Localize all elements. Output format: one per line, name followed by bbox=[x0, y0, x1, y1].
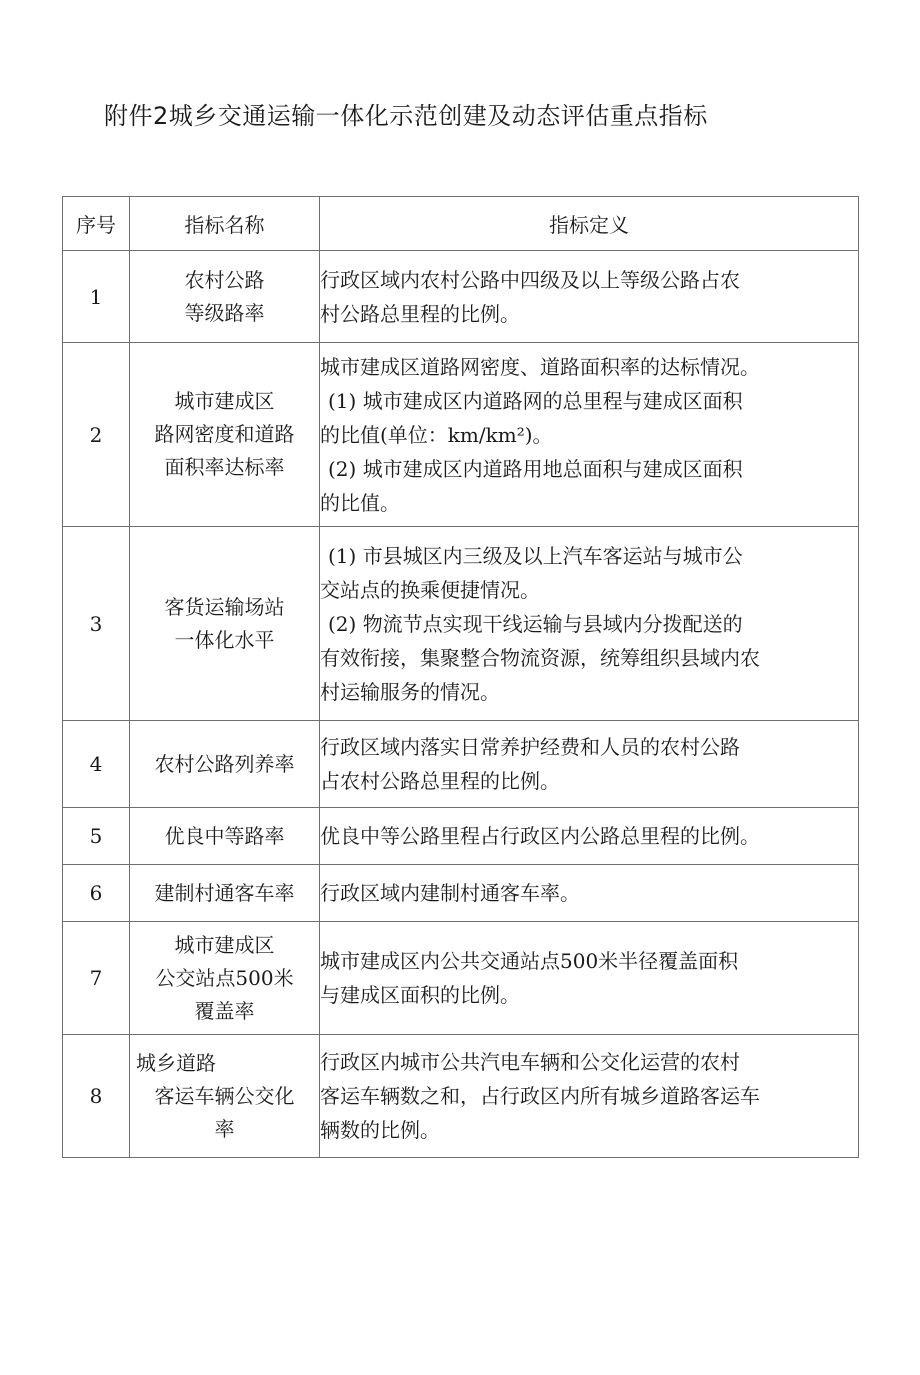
definition-line: 行政区域内落实日常养护经费和人员的农村公路 bbox=[320, 735, 740, 759]
row-name bbox=[130, 865, 320, 922]
definition-line: 的比值(单位：km/km²)。 bbox=[320, 422, 553, 447]
table-header-row bbox=[63, 197, 859, 251]
name-line: 路网密度和道路 bbox=[154, 422, 295, 446]
header-name: 指标名称 bbox=[130, 197, 320, 251]
row-num: 1 bbox=[63, 251, 130, 343]
row-name bbox=[130, 527, 320, 721]
definition-line: 有效衔接，集聚整合物流资源，统筹组织县域内农 bbox=[320, 645, 760, 670]
definition-line: (1) 市县城区内三级及以上汽车客运站与城市公 bbox=[328, 543, 743, 568]
name-line: 城市建成区 bbox=[174, 389, 275, 413]
definition-line: 行政区域内农村公路中四级及以上等级公路占农 bbox=[320, 267, 740, 292]
definition-line: 与建成区面积的比例。 bbox=[320, 983, 520, 1007]
row-num: 4 bbox=[63, 721, 130, 808]
row-name bbox=[130, 1035, 320, 1158]
name-line: 公交站点500米 bbox=[155, 965, 294, 990]
definition-line: 行政区内城市公共汽电车辆和公交化运营的农村 bbox=[320, 1050, 740, 1074]
definition-line: (2) 城市建成区内道路用地总面积与建成区面积 bbox=[328, 456, 743, 481]
table-row bbox=[63, 343, 859, 527]
row-name bbox=[130, 922, 320, 1035]
name-line: 农村公路列养率 bbox=[154, 751, 295, 776]
name-line: 一体化水平 bbox=[174, 627, 275, 652]
header-num: 序号 bbox=[63, 197, 130, 251]
table-row bbox=[63, 251, 859, 343]
row-name bbox=[130, 721, 320, 808]
row-num: 2 bbox=[63, 343, 130, 527]
name-line: 优良中等路率 bbox=[164, 823, 285, 848]
name-line: 城市建成区 bbox=[174, 932, 275, 957]
definition-line: (2) 物流节点实现干线运输与县域内分拨配送的 bbox=[328, 611, 743, 636]
row-num: 7 bbox=[63, 922, 130, 1035]
definition-line: 交站点的换乘便捷情况。 bbox=[320, 577, 540, 602]
definition-line: (1) 城市建成区内道路网的总里程与建成区面积 bbox=[328, 388, 743, 413]
row-name bbox=[130, 808, 320, 865]
row-num: 6 bbox=[63, 865, 130, 922]
definition-line: 城市建成区内公共交通站点500米半径覆盖面积 bbox=[320, 949, 739, 973]
name-line: 面积率达标率 bbox=[164, 455, 285, 479]
definition-line: 客运车辆数之和，占行政区内所有城乡道路客运车 bbox=[320, 1084, 760, 1108]
table-row bbox=[63, 808, 859, 865]
table-row bbox=[63, 527, 859, 721]
header-definition: 指标定义 bbox=[320, 197, 859, 251]
name-line: 农村公路 bbox=[184, 267, 265, 292]
table-row bbox=[63, 865, 859, 922]
row-num: 8 bbox=[63, 1035, 130, 1158]
row-definition bbox=[320, 922, 859, 1035]
document-title: 附件2城乡交通运输一体化示范创建及动态评估重点指标 bbox=[104, 102, 708, 130]
name-line: 客运车辆公交化 bbox=[154, 1083, 295, 1108]
name-line: 等级路率 bbox=[184, 300, 265, 325]
definition-line: 占农村公路总里程的比例。 bbox=[320, 769, 560, 793]
row-definition bbox=[320, 251, 859, 343]
row-name bbox=[130, 343, 320, 527]
row-definition bbox=[320, 1035, 859, 1158]
row-definition bbox=[320, 721, 859, 808]
definition-line: 优良中等公路里程占行政区内公路总里程的比例。 bbox=[320, 824, 760, 848]
definition-line: 村运输服务的情况。 bbox=[320, 679, 500, 704]
row-definition bbox=[320, 808, 859, 865]
definition-line: 辆数的比例。 bbox=[320, 1118, 440, 1142]
definition-line: 村公路总里程的比例。 bbox=[320, 301, 520, 326]
row-num: 3 bbox=[63, 527, 130, 721]
name-line: 覆盖率 bbox=[194, 998, 255, 1023]
definition-line: 的比值。 bbox=[320, 490, 400, 515]
table-row bbox=[63, 721, 859, 808]
definition-line: 城市建成区道路网密度、道路面积率的达标情况。 bbox=[320, 354, 760, 379]
table-row bbox=[63, 1035, 859, 1158]
row-definition bbox=[320, 865, 859, 922]
row-num: 5 bbox=[63, 808, 130, 865]
name-line: 城乡道路 bbox=[136, 1050, 216, 1075]
table-row bbox=[63, 922, 859, 1035]
indicator-table bbox=[62, 196, 859, 1158]
name-line: 率 bbox=[214, 1116, 235, 1141]
row-name bbox=[130, 251, 320, 343]
name-line: 客货运输场站 bbox=[164, 594, 285, 619]
definition-line: 行政区域内建制村通客车率。 bbox=[320, 881, 580, 905]
name-line: 建制村通客车率 bbox=[154, 880, 295, 905]
row-definition bbox=[320, 527, 859, 721]
row-definition bbox=[320, 343, 859, 527]
